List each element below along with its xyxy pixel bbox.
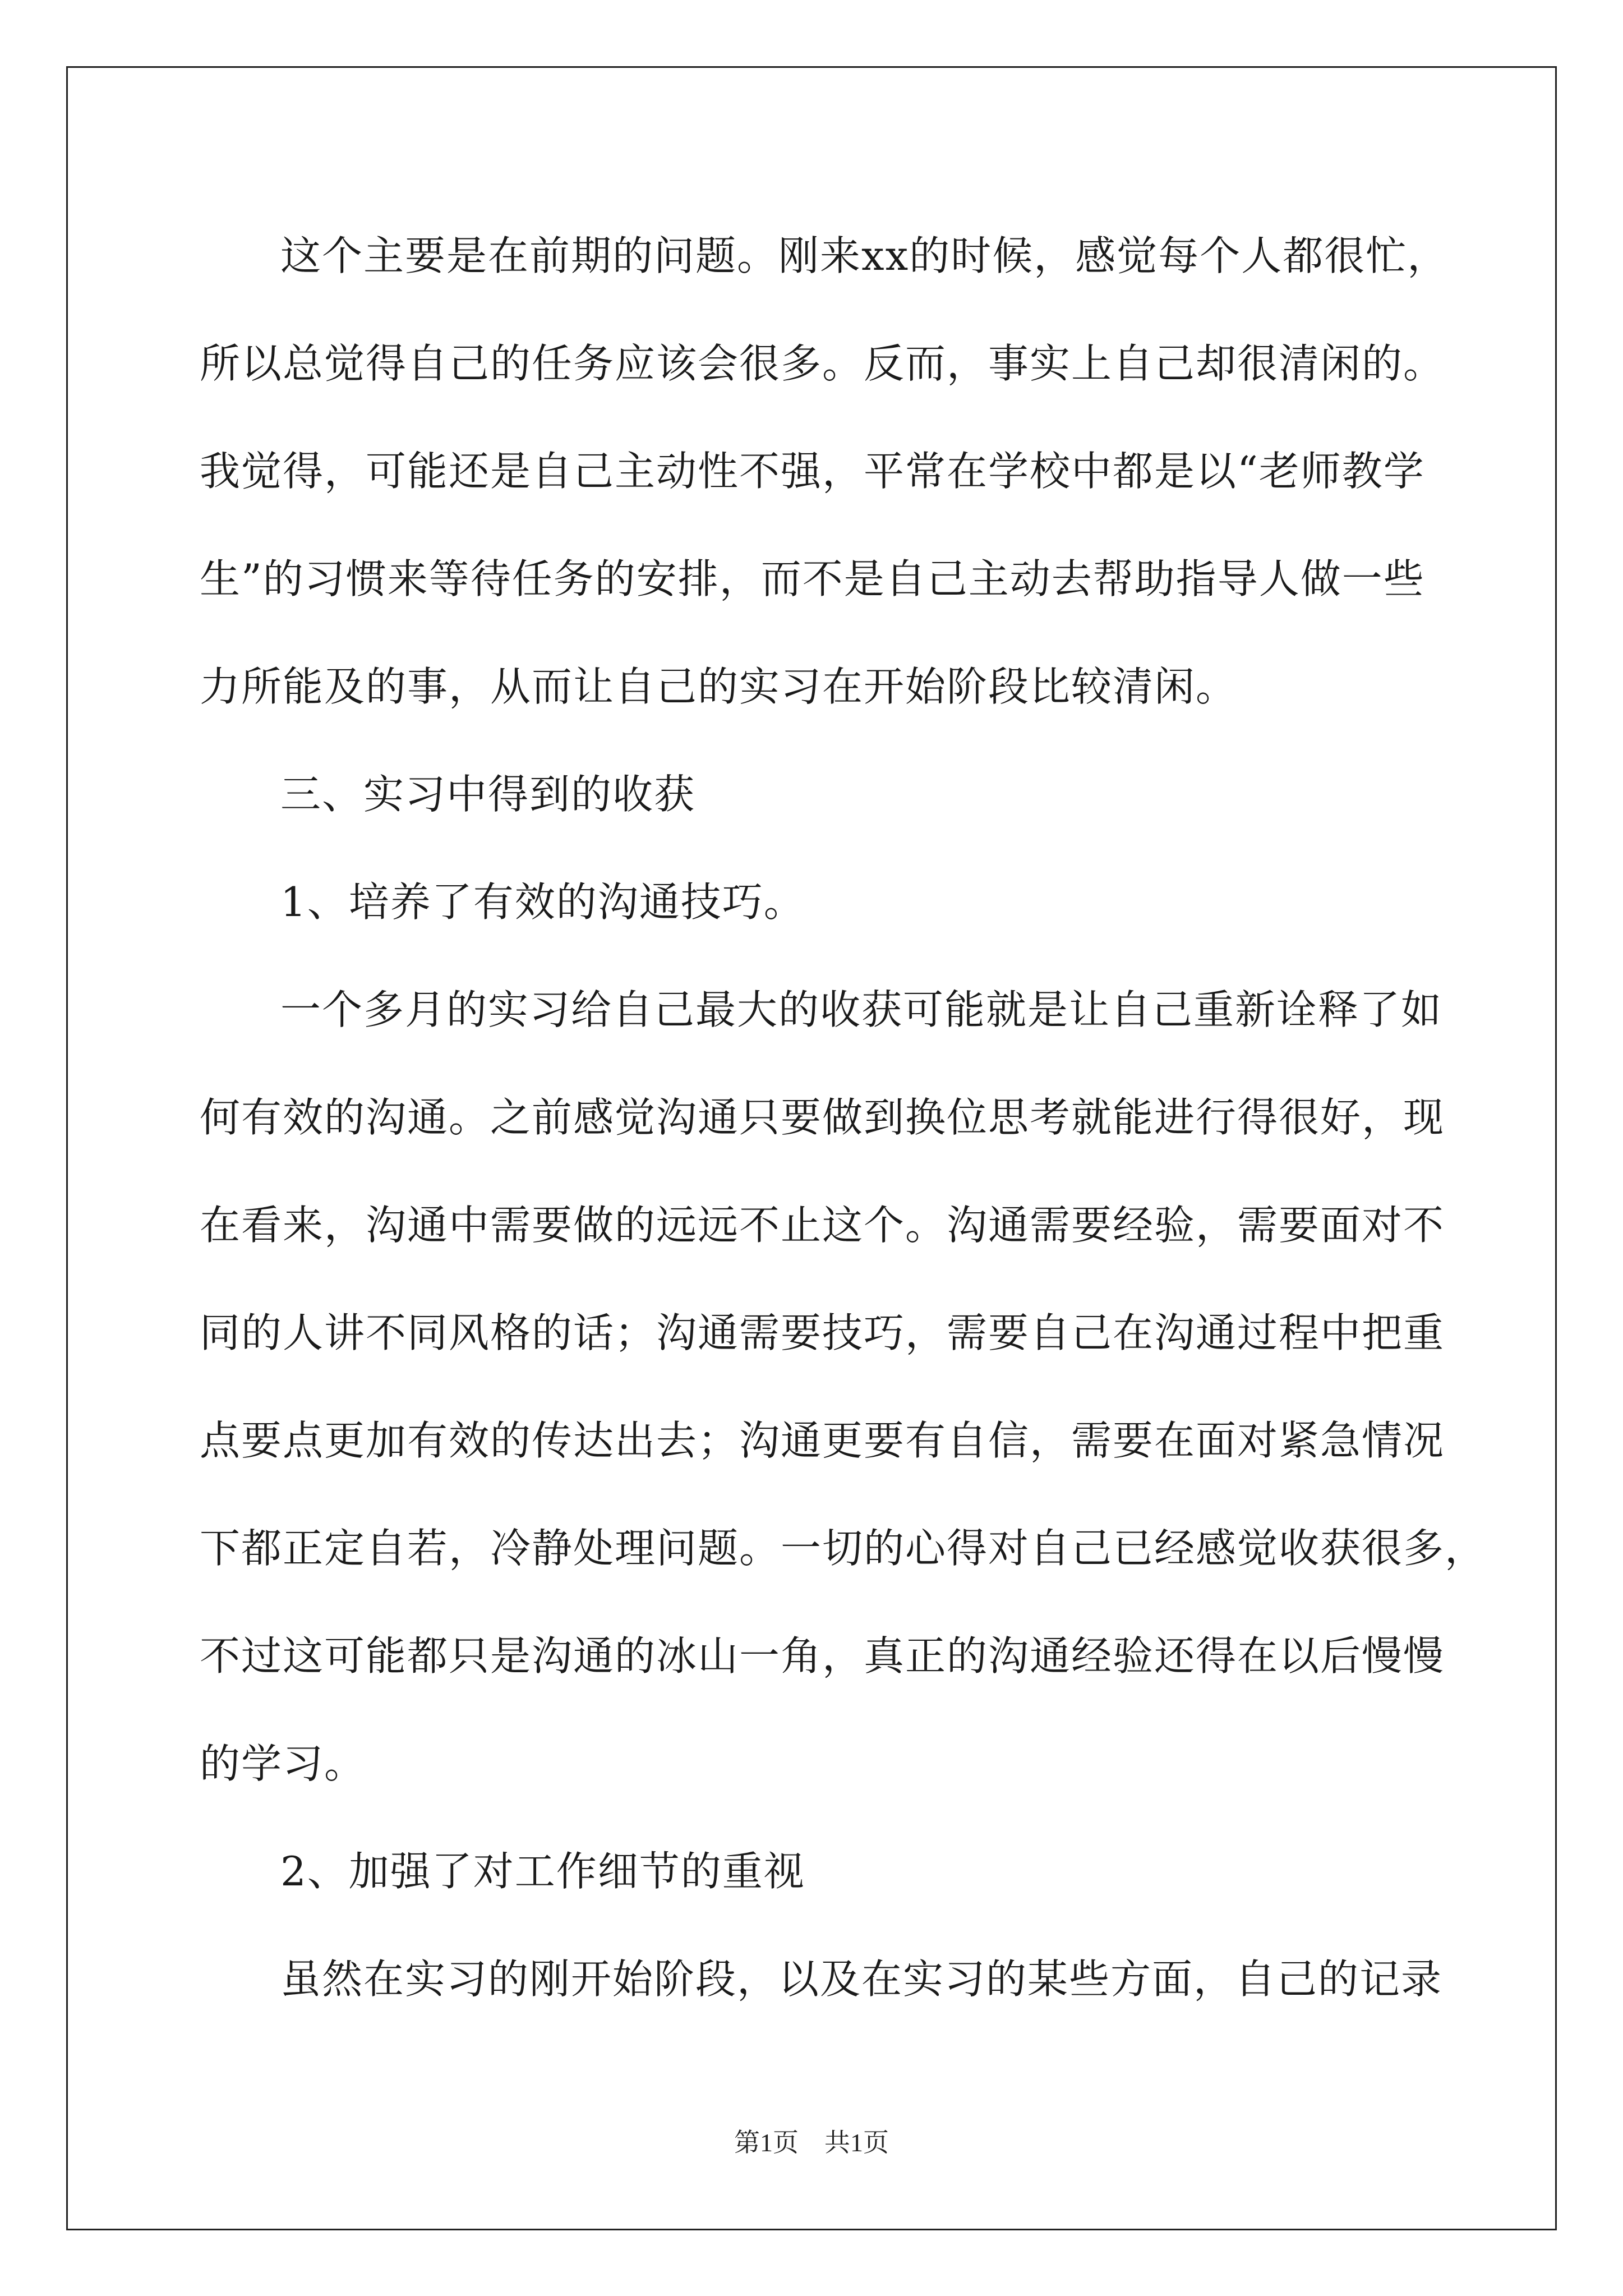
text-line: 我觉得，可能还是自己主动性不强，平常在学校中都是以“老师教学: [200, 448, 1425, 495]
text-line: 一个多月的实习给自己最大的收获可能就是让自己重新诠释了如: [280, 986, 1443, 1033]
page-number: 第1页: [734, 2128, 799, 2157]
text-line: 这个主要是在前期的问题。刚来xx的时候，感觉每个人都很忙，: [280, 232, 1449, 279]
text-line: 力所能及的事，从而让自己的实习在开始阶段比较清闲。: [200, 663, 1238, 710]
text-line: 在看来，沟通中需要做的远远不止这个。沟通需要经验，需要面对不: [200, 1202, 1445, 1249]
text-line: 不过这可能都只是沟通的冰山一角，真正的沟通经验还得在以后慢慢: [200, 1632, 1445, 1680]
text-line: 点要点更加有效的传达出去；沟通更要有自信，需要在面对紧急情况: [200, 1417, 1445, 1464]
text-line: 虽然在实习的刚开始阶段，以及在实习的某些方面，自己的记录: [280, 1955, 1443, 2003]
text-line: 生”的习惯来等待任务的安排，而不是自己主动去帮助指导人做一些: [200, 555, 1425, 602]
subsection-heading: 2、加强了对工作细节的重视: [280, 1848, 805, 1895]
document-body: [200, 202, 1487, 2033]
text-line: 同的人讲不同风格的话；沟通需要技巧，需要自己在沟通过程中把重: [200, 1309, 1445, 1356]
page-count: 共1页: [824, 2128, 889, 2157]
text-line: 所以总觉得自己的任务应该会很多。反而，事实上自己却很清闲的。: [200, 340, 1445, 387]
page-footer: [0, 2126, 1623, 2160]
text-line: 下都正定自若，冷静处理问题。一切的心得对自己已经感觉收获很多，: [200, 1525, 1487, 1572]
text-line: 的学习。: [200, 1740, 366, 1787]
subsection-heading: 1、培养了有效的沟通技巧。: [280, 878, 805, 926]
section-heading: 三、实习中得到的收获: [280, 771, 696, 818]
text-line: 何有效的沟通。之前感觉沟通只要做到换位思考就能进行得很好，现: [200, 1094, 1445, 1141]
